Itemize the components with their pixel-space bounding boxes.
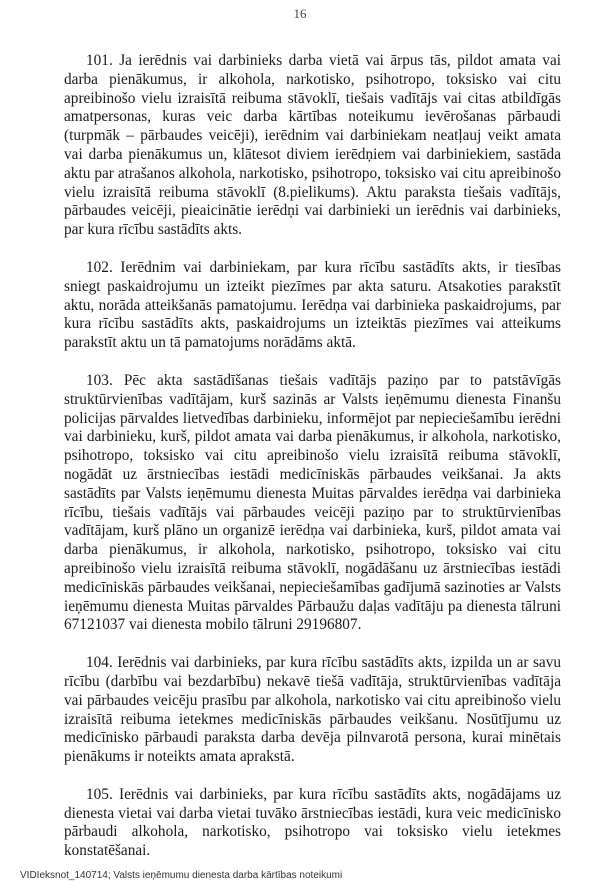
paragraph-105: 105. Ierēdnis vai darbinieks, par kura rīcību sastādīts akts, nogādājams uz dienesta vietai vai darba vietai tuvāko ārstniecības iestādi, kura veic medicīnisko pārbaudi alkohola, narkotisko, psihotropo vai toksisko vielu ietekmes konstatēšanai. bbox=[64, 785, 561, 860]
document-body bbox=[64, 52, 561, 880]
paragraph-104: 104. Ierēdnis vai darbinieks, par kura rīcību sastādīts akts, izpilda un ar savu rīcību (darbību vai bezdarbību) nekavē tiešā vadītāja, struktūrvienības vadītāja vai pārbaudes veicēju prasību par alkohola, narkotisko vai citu apreibinošo vielu izraisītā reibuma ietekmes medicīniskās pārbaudes veikšanu. Nosūtījumu uz medicīnisko pārbaudi paraksta darba devēja pilnvarotā persona, kurai minētais pienākums ir noteikts amata aprakstā. bbox=[64, 654, 561, 766]
paragraph-103: 103. Pēc akta sastādīšanas tiešais vadītājs paziņo par to patstāvīgās struktūrvienības vadītājam, kurš sazinās ar Valsts ieņēmumu dienesta Finanšu policijas pārvaldes lietvedības darbinieku, informējot par nepieciešamību ierēdni vai darbinieku, kurš, pildot amata vai darba pienākumus, ir alkohola, narkotisko, psihotropo, toksisko vai citu apreibinošo vielu izraisītā reibuma stāvoklī, nogādāt uz ārstniecības iestādi medicīniskās pārbaudes veikšanai. Ja akts sastādīts par Valsts ieņēmumu dienesta Muitas pārvaldes ierēdņa vai darbinieka rīcību, tiešais vadītājs vai pārbaudes veicēji paziņo par to struktūrvienības vadītājam, kurš plāno un organizē ierēdņa vai darbinieka, kurš, pildot amata vai darba pienākumus, ir alkohola, narkotisko, psihotropo, toksisko vai citu apreibinošo vielu izraisītā reibuma stāvoklī, nogādāšanu uz ārstniecības iestādi medicīniskās pārbaudes veikšanai, nepieciešamības gadījumā sazinoties ar Valsts ieņēmumu dienesta Muitas pārvaldes Pārbaužu daļas vadītāju pa dienesta tālruni 67121037 vai dienesta mobilo tālruni 29196807. bbox=[64, 371, 561, 634]
paragraph-102: 102. Ierēdnim vai darbiniekam, par kura rīcību sastādīts akts, ir tiesības sniegt paskaidrojumu un izteikt piezīmes par akta saturu. Atsakoties parakstīt aktu, norāda atteikšanās pamatojumu. Ierēdņa vai darbinieka paskaidrojums, par kura rīcību sastādīts akts, paskaidrojums un izteiktās piezīmes vai atteikums parakstīt aktu un tā pamatojums norādāms aktā. bbox=[64, 258, 561, 352]
document-footer: VIDIeksnot_140714; Valsts ieņēmumu dienesta darba kārtības noteikumi bbox=[20, 870, 343, 881]
page-number: 16 bbox=[293, 6, 307, 21]
paragraph-101: 101. Ja ierēdnis vai darbinieks darba vietā vai ārpus tās, pildot amata vai darba pienākumus, ir alkohola, narkotisko, psihotropo, toksisko vai citu apreibinošo vielu izraisītā reibuma stāvoklī, tiešais vadītājs vai citas atbildīgās amatpersonas, kuras veic darba kārtības noteikumu ievērošanas pārbaudi (turpmāk – pārbaudes veicēji), ierēdnim vai darbiniekam neatļauj veikt amata vai darba pienākumus un, klātesot diviem ierēdņiem vai darbiniekiem, sastāda aktu par atrašanos alkohola, narkotisko, psihotropo, toksisko vai citu apreibinošo vielu izraisītā reibuma stāvoklī (8.pielikums). Aktu paraksta tiešais vadītājs, pārbaudes veicēji, pieaicinātie ierēdņi vai darbinieki un ierēdnis vai darbinieks, par kura rīcību sastādīts akts. bbox=[64, 52, 561, 239]
